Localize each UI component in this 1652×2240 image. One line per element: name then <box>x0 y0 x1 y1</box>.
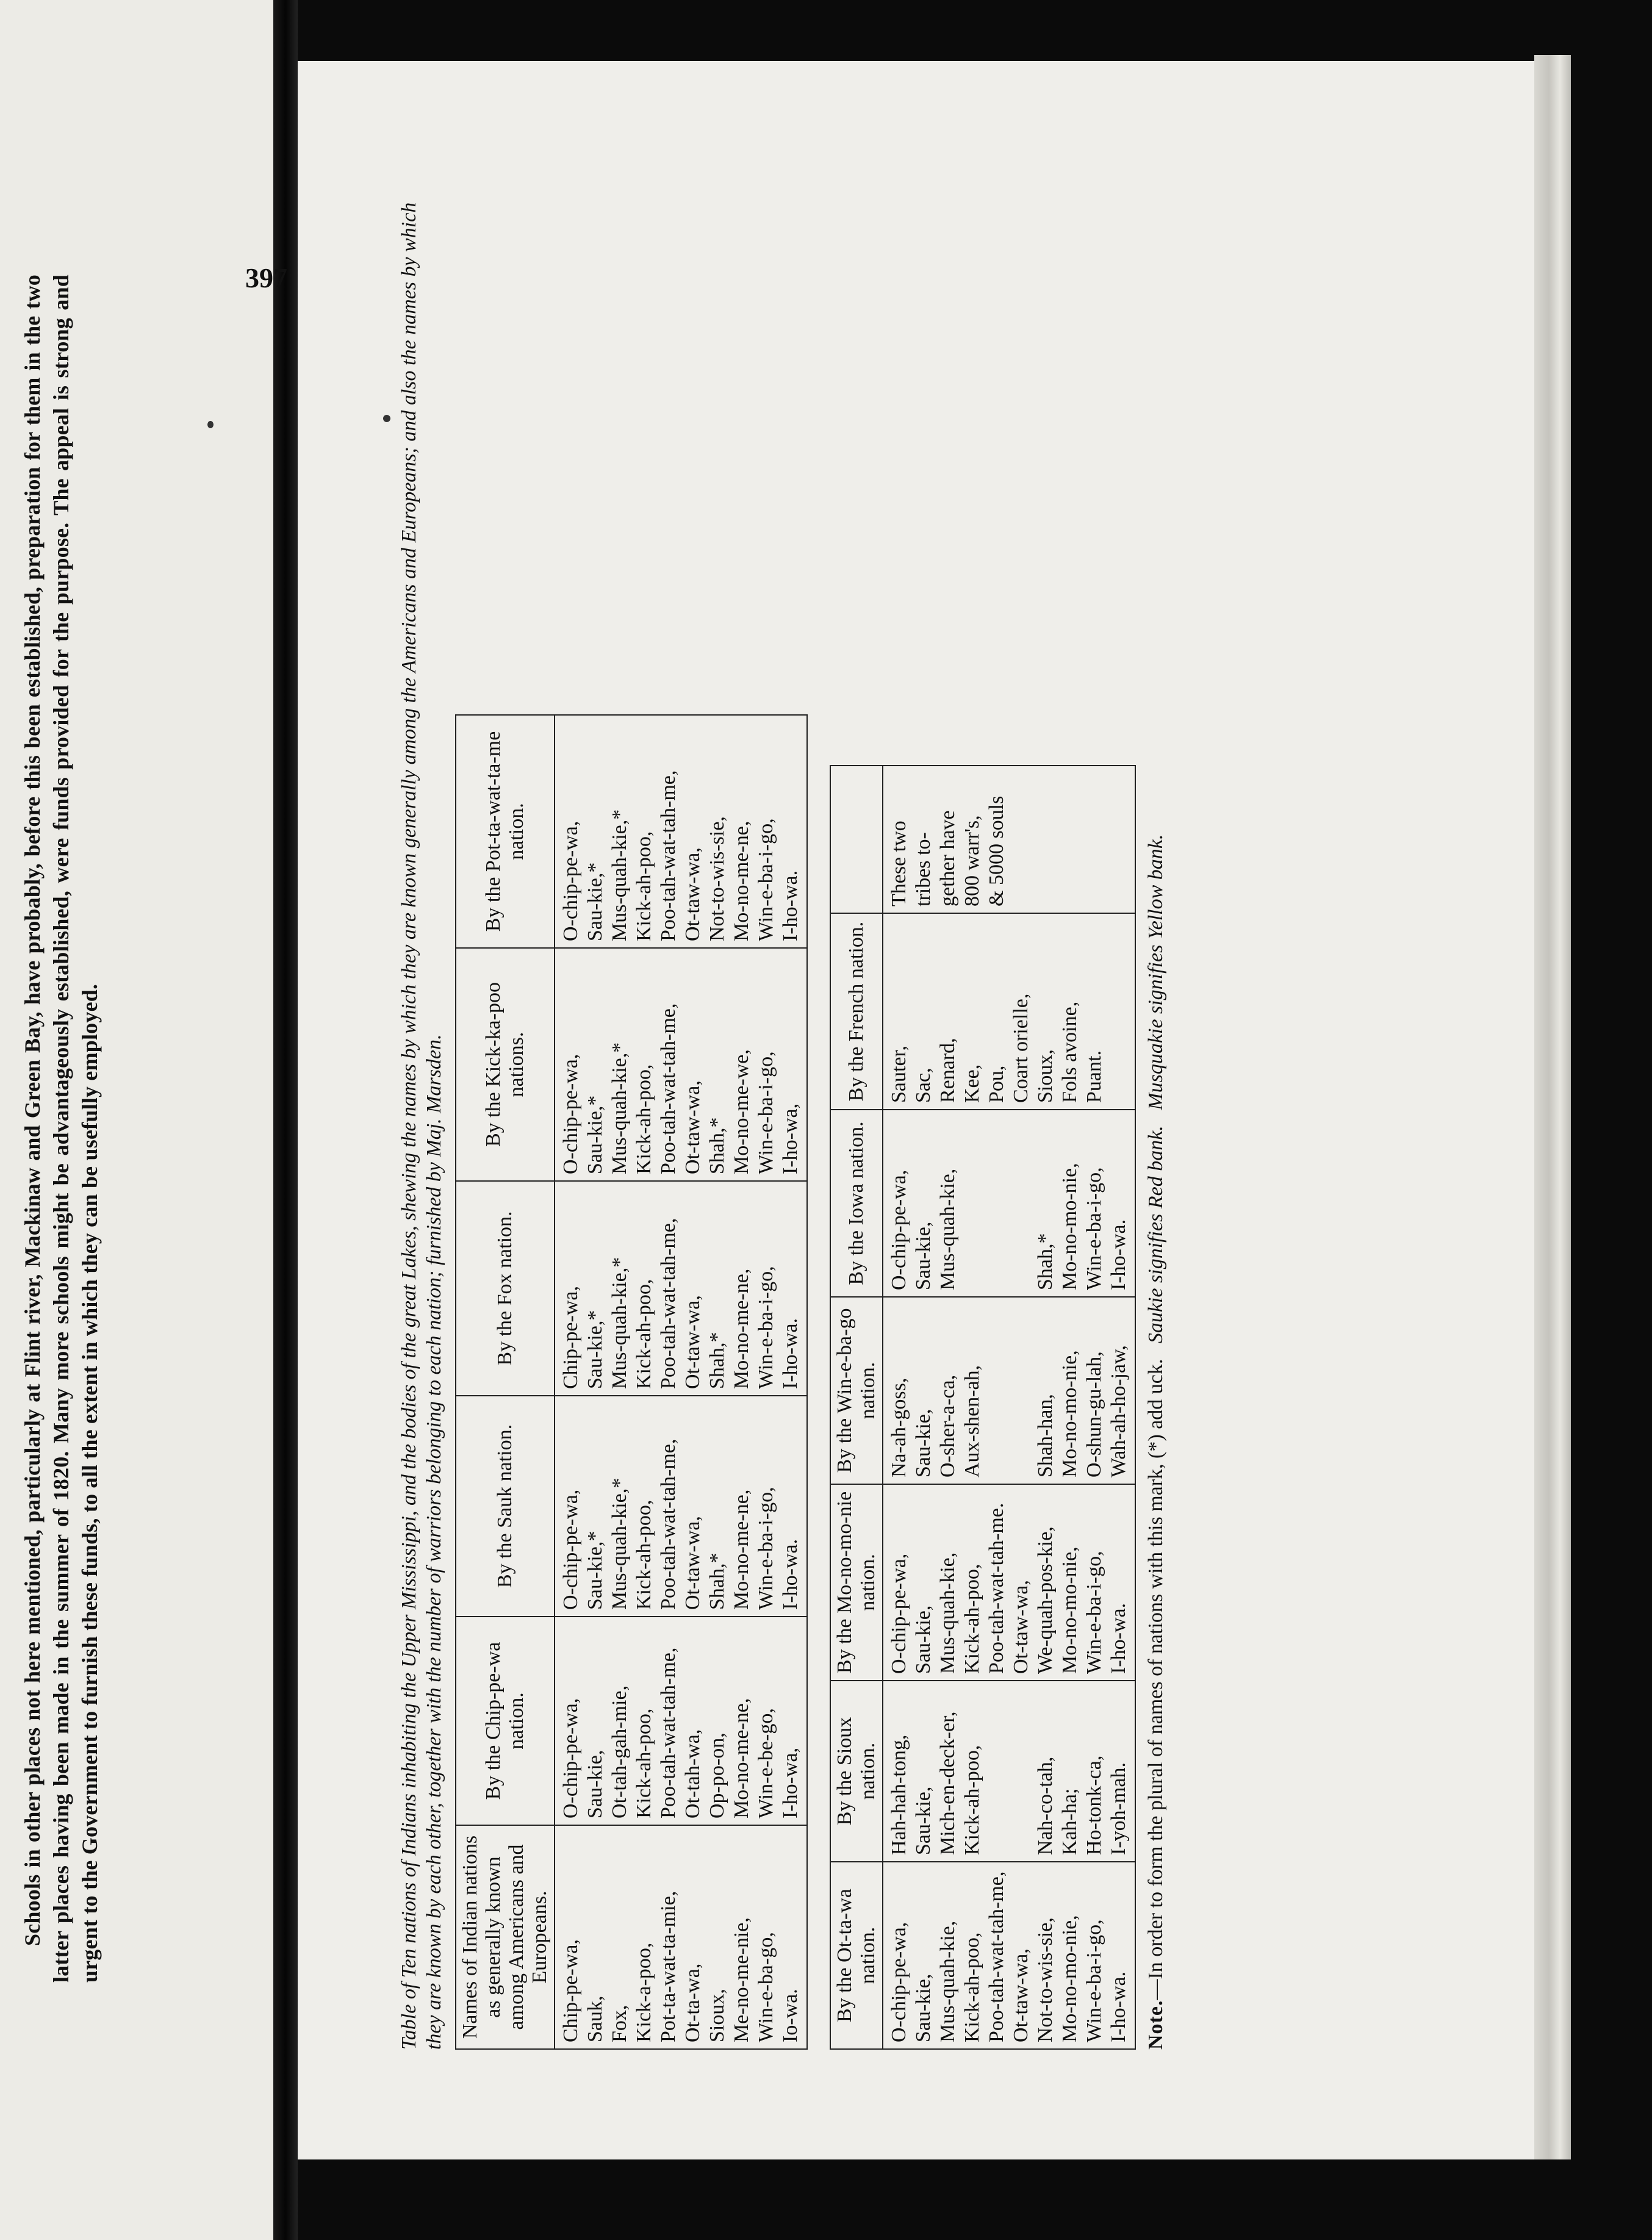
table-cell <box>1009 1687 1033 1855</box>
table-cell <box>1058 772 1082 906</box>
table-cell: Poo-tah-wat-tah-me, <box>657 770 680 941</box>
table-cell: Mus-quah-kie,* <box>608 809 631 941</box>
table2-column-5 <box>883 913 1135 1110</box>
left-paragraph-text: Schools in other places not here mentioned, particularly at Flint river, Mackinaw and Green Bay, have probably, before this been established, preparation for them in the two latter places having been made in the summer of 1820. Many more schools might be advantageously established, were funds provided for the purpose. The appeal is strong and urgent to the Government to furnish these funds, to all the extent in which they can be usefully employed. <box>20 275 102 1983</box>
table1-header-5: By the Pot-ta-wat-ta-me nation. <box>456 715 555 948</box>
table-cell: Ot-taw-wa, <box>681 847 704 941</box>
table-cell: Pou, <box>985 1065 1008 1103</box>
table-cell: Poo-tah-wat-tah-me, <box>657 1218 680 1389</box>
table-cell: Kah-ha; <box>1058 1788 1081 1855</box>
table-cell: Mo-no-mo-nie, <box>1058 1546 1081 1674</box>
table-cell: Sauter, <box>888 1046 910 1103</box>
table-cell: O-chip-pe-wa, <box>888 1922 910 2042</box>
table-cell: Sau-kie,* <box>584 1095 606 1174</box>
note-label: Note. <box>1144 2000 1167 2050</box>
table-cell: Shah,* <box>706 1117 728 1174</box>
left-paragraph <box>18 275 104 1983</box>
table-cell: O-shun-gu-lah, <box>1083 1351 1105 1477</box>
table1-column-1 <box>555 1617 807 1825</box>
table-cell <box>1082 772 1107 906</box>
table-cell: We-quah-pos-kie, <box>1034 1526 1057 1674</box>
table-cell: Chip-pe-wa, <box>559 1939 582 2042</box>
table-cell: Not-to-wis-sie, <box>1034 1917 1057 2042</box>
table-cell: Not-to-wis-sie, <box>706 816 728 941</box>
table-cell: Ot-tah-wa, <box>681 1729 704 1818</box>
table-cell: I-yoh-mah. <box>1107 1762 1130 1855</box>
note-saukie: Saukie signifies Red bank. <box>1144 1125 1167 1344</box>
table-cell: These two <box>888 820 910 906</box>
table-cell: Wah-ah-ho-jaw, <box>1107 1345 1130 1477</box>
table1-column-0 <box>555 1825 807 2049</box>
table-cell: Shah-han, <box>1034 1394 1057 1477</box>
table2-column-2 <box>883 1484 1135 1681</box>
table-cell: Io-wa. <box>779 1989 802 2042</box>
table-cell: I-ho-wa. <box>779 1318 802 1389</box>
table-cell: Win-e-ba-i-go, <box>755 818 777 941</box>
table-cell: Renard, <box>936 1038 959 1103</box>
table-cell: Sau-kie, <box>912 1786 935 1855</box>
dust-speck <box>207 421 214 428</box>
table-cell: Mo-no-me-ne, <box>730 820 753 941</box>
table-cell: Me-no-me-nie, <box>730 1917 753 2042</box>
table-cell: Win-e-ba-i-go, <box>1083 1919 1105 2042</box>
table-cell: Poo-tah-wat-tah-me, <box>657 1438 680 1610</box>
table-cell: Shah,* <box>706 1553 728 1610</box>
table-cell <box>1033 772 1058 906</box>
table-cell: Sioux, <box>706 1989 728 2042</box>
table-cell: I-ho-wa. <box>1107 1219 1130 1290</box>
table-cell: Mo-no-me-ne, <box>730 1698 753 1818</box>
table-cell: I-ho-wa. <box>1107 1971 1130 2042</box>
table2-header-0: By the Ot-ta-wa nation. <box>830 1862 883 2049</box>
table2-column-0 <box>883 1862 1135 2049</box>
table-cell: Shah,* <box>706 1332 728 1389</box>
table-cell: Win-e-ba-i-go, <box>1083 1167 1105 1290</box>
table1-column-3 <box>555 1181 807 1396</box>
table-cell: Poo-tah-wat-tah-me, <box>985 1871 1008 2042</box>
table-cell: Shah,* <box>1034 1233 1057 1290</box>
table-cell: Mus-quah-kie,* <box>608 1257 631 1389</box>
table1-header-0: Names of Indian nations as generally known among Americans and Europeans. <box>456 1825 555 2049</box>
table-cell: Kick-ah-poo, <box>633 1064 655 1174</box>
table-cell: Kee, <box>961 1064 983 1103</box>
table-cell: Win-e-ba-go, <box>755 1932 777 2042</box>
table-cell: Poo-tah-wat-tah-me. <box>985 1502 1008 1674</box>
table-cell: Sac, <box>912 1068 935 1103</box>
table-cell: Ot-taw-wa, <box>681 1080 704 1174</box>
table-cell: Puant. <box>1083 1050 1105 1103</box>
table-cell: Mus-quah-kie,* <box>608 1477 631 1610</box>
table-cell: & 5000 souls <box>985 795 1008 906</box>
table-cell: Mus-quah-kie, <box>936 1168 959 1290</box>
table-cell <box>1009 772 1033 906</box>
table-cell: Nah-co-tah, <box>1034 1756 1057 1855</box>
note-text: —In order to form the plural of names of nations with this mark, (*) add uck. <box>1144 1359 1167 2000</box>
table-cell: I-ho-wa. <box>1107 1603 1130 1674</box>
table-cell: Mo-no-mo-nie, <box>1058 1163 1081 1290</box>
table-cell: Mo-no-mo-nie, <box>1058 1350 1081 1477</box>
table-cell: Hah-hah-tong, <box>888 1734 910 1855</box>
table-cell: Mo-no-me-ne, <box>730 1268 753 1389</box>
note-musquakie: Musquakie signifies Yellow bank. <box>1144 834 1167 1110</box>
table-cell: Fox, <box>608 2005 631 2042</box>
left-page-text <box>18 275 171 1983</box>
table-cell: O-chip-pe-wa, <box>559 1489 582 1610</box>
table-cell: O-chip-pe-wa, <box>888 1169 910 1290</box>
table-cell: Sau-kie, <box>584 1750 606 1818</box>
table-cell: Op-po-on, <box>706 1732 728 1818</box>
table-cell: Kick-ah-poo, <box>633 831 655 941</box>
page-number: 397 <box>245 262 287 293</box>
table-cell: Kick-ah-poo, <box>633 1279 655 1389</box>
table1-header-3: By the Fox nation. <box>456 1181 555 1396</box>
table-cell: O-chip-pe-wa, <box>559 820 582 941</box>
table-cell: Ot-tah-gah-mie, <box>608 1685 631 1818</box>
dust-speck <box>383 415 390 422</box>
table-cell: Mus-quah-kie, <box>936 1920 959 2042</box>
table-cell: gether have <box>936 810 959 906</box>
table-cell: Sau-kie, <box>912 1221 935 1290</box>
table2-header-6 <box>830 766 883 913</box>
table-cell: O-sher-a-ca, <box>936 1374 959 1477</box>
table-cell: Mo-no-mo-nie, <box>1058 1915 1081 2042</box>
table2-column-4 <box>883 1110 1135 1297</box>
table-cell: Mus-quah-kie,* <box>608 1042 631 1174</box>
table-cell <box>1009 1116 1033 1290</box>
table-cell: Poo-tah-wat-tah-me, <box>657 1003 680 1174</box>
table2-header-2: By the Mo-no-mo-nie nation. <box>830 1484 883 1681</box>
table-cell <box>985 1687 1009 1855</box>
table2-column-3 <box>883 1297 1135 1484</box>
table-cell: Fols avoine, <box>1058 1001 1081 1103</box>
table-cell <box>1107 920 1131 1103</box>
table-cell: Win-e-ba-i-go, <box>755 1487 777 1610</box>
table-cell <box>1009 1304 1033 1477</box>
table-cell: tribes to- <box>912 832 935 906</box>
table1-column-4 <box>555 948 807 1181</box>
table-cell: Kick-a-poo, <box>633 1942 655 2042</box>
table-cell: Ot-taw-wa, <box>681 1516 704 1610</box>
table-cell: Ot-ta-wa, <box>681 1963 704 2042</box>
table1-header-2: By the Sauk nation. <box>456 1396 555 1617</box>
table-cell: Kick-ah-poo, <box>961 1563 983 1674</box>
table-cell: Pot-ta-wat-ta-mie, <box>657 1890 680 2042</box>
table-cell: Mich-en-deck-er, <box>936 1711 959 1855</box>
table-cell: Kick-ah-poo, <box>633 1499 655 1610</box>
table-cell: Kick-ah-poo, <box>961 1932 983 2042</box>
table-cell <box>985 1116 1009 1290</box>
footnote <box>1144 159 1168 2050</box>
table-cell: Sau-kie,* <box>584 862 606 941</box>
table2-header-4: By the Iowa nation. <box>830 1110 883 1297</box>
table-cell: Mus-quah-kie, <box>936 1552 959 1674</box>
table-cell: Ot-taw-wa, <box>681 1295 704 1389</box>
book-gutter <box>273 0 298 2240</box>
table-cell: Mo-no-me-we, <box>730 1049 753 1174</box>
table-cell: I-ho-wa. <box>779 870 802 941</box>
right-page-content <box>245 159 1373 2050</box>
table2-column-1 <box>883 1681 1135 1862</box>
table-cell: Kick-ah-poo, <box>961 1745 983 1855</box>
table-cell: Win-e-be-go, <box>755 1708 777 1818</box>
table-cell: O-chip-pe-wa, <box>559 1054 582 1174</box>
table-cell: Sau-kie, <box>912 1605 935 1674</box>
table2-header-1: By the Sioux nation. <box>830 1681 883 1862</box>
table-cell: O-chip-pe-wa, <box>559 1698 582 1818</box>
page-edge <box>1534 55 1571 2159</box>
table-cell: Poo-tah-wat-tah-me, <box>657 1647 680 1818</box>
table-cell: O-chip-pe-wa, <box>888 1553 910 1674</box>
table-cell: Sau-kie,* <box>584 1310 606 1389</box>
table-cell: Ot-taw-wa, <box>1010 1580 1032 1674</box>
nations-table-2 <box>830 765 1136 2050</box>
table-cell <box>1107 772 1131 906</box>
table-cell: Sau-kie, <box>912 1973 935 2042</box>
table1-header-1: By the Chip-pe-wa nation. <box>456 1617 555 1825</box>
table2-header-3: By the Win-e-ba-go nation. <box>830 1297 883 1484</box>
table-caption: Table of Ten nations of Indians inhabiting the Upper Mississippi, and the bodies of the great Lakes, shewing the names by which they are known generally among the Americans and Europeans; and also the names by which they are known by each other, together with the number of warriors belonging to each nation; furnished by Maj. Marsden. <box>398 202 445 2050</box>
table1-column-2 <box>555 1396 807 1617</box>
table-cell: Ho-tonk-ca, <box>1083 1755 1105 1855</box>
table-cell: Kick-ah-poo, <box>633 1708 655 1818</box>
table-cell: Sau-kie, <box>912 1409 935 1477</box>
table1-header-4: By the Kick-ka-poo nations. <box>456 948 555 1181</box>
table-cell <box>960 1116 985 1290</box>
table-cell: Na-ah-goss, <box>888 1377 910 1477</box>
table-cell: Aux-shen-ah, <box>961 1365 983 1477</box>
nations-table-1 <box>455 714 808 2050</box>
table-cell: Mo-no-me-ne, <box>730 1489 753 1610</box>
table-cell: I-ho-wa. <box>779 1538 802 1610</box>
table-cell: 800 warr's, <box>961 815 983 906</box>
table-cell: Ot-taw-wa, <box>1010 1948 1032 2042</box>
table-cell: Sauk, <box>584 1995 606 2042</box>
table-cell: I-ho-wa, <box>779 1103 802 1174</box>
table-cell: I-ho-wa, <box>779 1747 802 1818</box>
table-cell <box>985 1304 1009 1477</box>
table2-column-6 <box>883 766 1135 913</box>
table-cell: Sioux, <box>1034 1049 1057 1103</box>
table-cell: Win-e-ba-i-go, <box>755 1051 777 1174</box>
table-cell: Sau-kie,* <box>584 1531 606 1610</box>
table2-header-5: By the French nation. <box>830 913 883 1110</box>
table-cell: Coart orielle, <box>1010 993 1032 1103</box>
table-cell: Win-e-ba-i-go, <box>1083 1551 1105 1674</box>
table1-column-5 <box>555 715 807 948</box>
table-cell: Win-e-ba-i-go, <box>755 1266 777 1389</box>
table-cell: Chip-pe-wa, <box>559 1285 582 1389</box>
